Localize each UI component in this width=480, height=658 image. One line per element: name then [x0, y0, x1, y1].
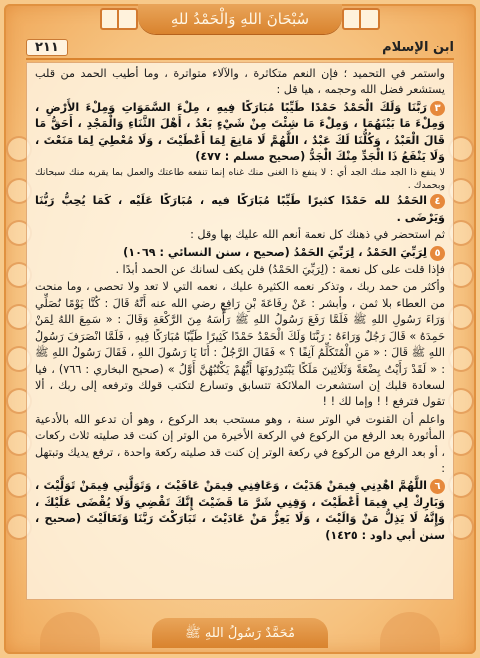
top-banner	[138, 4, 342, 34]
paragraph: واستمر في التحميد ؛ فإن النعم متكاثرة ، والآلاء متواترة ، وما أطيب الحمد من قلب يستشعر فضل الله وحجمه ، هيا قل :	[35, 67, 445, 97]
duaa-4	[35, 193, 445, 226]
open-book-icon	[342, 8, 380, 30]
running-head: ابن الإسلام	[382, 39, 454, 55]
duaa-5	[35, 245, 445, 261]
page-content	[26, 62, 454, 600]
item-number: ٣	[430, 101, 445, 116]
duaa-text: رَبَّنَا وَلَكَ الْحَمْدُ حَمْدًا طَيِّبًا مُبَارَكًا فِيهِ ، مِلْءَ السَّمَوَاتِ وَمِلْءَ الأَرْضِ ، وَمِلْءَ مَا بَيْنَهُمَا ، وَمِلْءَ مَا شِئْتَ مِنْ شَيْءٍ بَعْدُ ، أَهْلَ الثَّنَاءِ وَالْمَجْدِ ، أَحَقُّ مَا قَالَ الْعَبْدُ ، وَكُلُّنَا لَكَ عَبْدٌ ، اللَّهُمَّ لَا مَانِعَ لِمَا أَعْطَيْتَ ، وَلَا مُعْطِيَ لِمَا مَنَعْتَ ، وَلَا يَنْفَعُ ذَا الْجَدِّ مِنْكَ الْجَدُّ (صحيح مسلم : ٤٧٧)	[35, 100, 445, 164]
item-number: ٤	[430, 194, 445, 209]
paragraph: فإذا قلت على كل نعمة : (لِرَبِّيَ الحَمْدُ) فلن يكف لسانك عن الحمد أبدًا .	[115, 263, 445, 277]
paragraph: وأكثر من حمد ربك ، وتذكر نعمه الكثيرة عليك ، نعمه التي لا تعد ولا تحصى ، وما منحت من العطاء بلا ثمن ، وأبشر : عَنْ رِفَاعَةَ بْنِ رَافِعٍ رضي الله عنه أَنَّهُ قَالَ : كُنَّا يَوْمًا نُصَلِّي وَرَاءَ رَسُولِ اللهِ ﷺ فَلَمَّا رَفَعَ رَسُولُ اللهِ ﷺ رَأْسَهُ مِنَ الرَّكْعَةِ وَقَالَ : « سَمِعَ اللهُ لِمَنْ حَمِدَهُ » قَالَ رَجُلٌ وَرَاءَهُ : رَبَّنَا وَلَكَ الْحَمْدُ حَمْدًا كَثِيرًا طَيِّبًا مُبَارَكًا فِيهِ ، فَلَمَّا انْصَرَفَ رَسُولُ اللهِ ﷺ قَالَ : « مَنِ الْمُتَكَلِّمُ آنِفًا ؟ » فَقَالَ الرَّجُلُ : أَنَا يَا رَسُولَ اللهِ ، فَقَالَ رَسُولُ اللهِ ﷺ : « لَقَدْ رَأَيْتُ بِضْعَةً وَثَلَاثِينَ مَلَكًا يَبْتَدِرُونَهَا أَيُّهُمْ يَكْتُبُهُنَّ أَوَّلُ » (صحيح البخاري : ٧٦٦) ، فيا لسعادة قلبك إن استشعرت الملائكة تتسابق وتسارع لتكتب قولك وترفعه إلى ربك ، ألا تقول فترفع ! ! وإما لك ! !	[35, 280, 445, 409]
duaa-6	[35, 478, 445, 544]
paragraph: ثم استحضر في ذهنك كل نعمة أنعم الله عليك بها وقل :	[190, 228, 445, 242]
page-number: ٢١١	[26, 39, 68, 56]
duaa-text: الحَمْدُ لله حَمْدًا كثيرًا طَيِّبًا مُبَارَكًا فيه ، مُبَارَكًا عَلَيْه ، كَمَا يُحِبُّ رَبُّنَا وَيَرْضَى .	[35, 194, 445, 224]
bottom-banner-text: مُحَمَّدٌ رَسُولُ اللهِ ﷺ	[185, 626, 295, 641]
footnote: لا ينفع ذا الجد منك الجد أي : لا ينفع ذا الغنى منك غناه إنما تنفعه طاعتك والعمل بما يقربه منك سبحانك وبحمدك .	[35, 167, 445, 192]
item-number: ٥	[430, 246, 445, 261]
open-book-icon	[100, 8, 138, 30]
item-number: ٦	[430, 479, 445, 494]
bottom-banner	[152, 618, 328, 648]
page-header	[26, 36, 454, 60]
top-banner-text: سُبْحَانَ اللهِ وَالْحَمْدُ للهِ	[170, 10, 310, 28]
duaa-text: لِرَبِّيَ الحَمْدُ ، لِرَبِّيَ الحَمْدُ (صحيح ، سنن النسائي : ١٠٦٩)	[123, 245, 427, 259]
duaa-3	[35, 100, 445, 166]
paragraph: واعلم أن القنوت في الوتر سنة ، وهو مستحب بعد الركوع ، وهو أن تدعو الله بالأدعية المأثورة بعد الرفع من الركوع في الركعة الأخيرة من الوتر إن كنت قد صليته ثلاث ركعات ، أو بعد الرفع من الركوع في ركعة الوتر إن كنت قد صليته ركعة واحدة ، ترفع يديك وتبتهل :	[35, 412, 445, 475]
duaa-text: اللَّهُمَّ اهْدِنِي فِيمَنْ هَدَيْتَ ، وَعَافِنِي فِيمَنْ عَافَيْتَ ، وَتَوَلَّنِي فِيمَنْ تَوَلَّيْتَ ، وَبَارِكْ لِي فِيمَا أَعْطَيْتَ ، وَقِنِي شَرَّ مَا قَضَيْتَ إِنَّكَ تَقْضِي وَلَا يُقْضَى عَلَيْكَ ، وَإِنَّهُ لَا يَذِلُّ مَنْ وَالَيْتَ ، وَلَا يَعِزُّ مَنْ عَادَيْتَ ، تَبَارَكْتَ رَبَّنَا وَتَعَالَيْتَ (صحيح ، سنن أبي داود : ١٤٢٥)	[35, 479, 445, 542]
